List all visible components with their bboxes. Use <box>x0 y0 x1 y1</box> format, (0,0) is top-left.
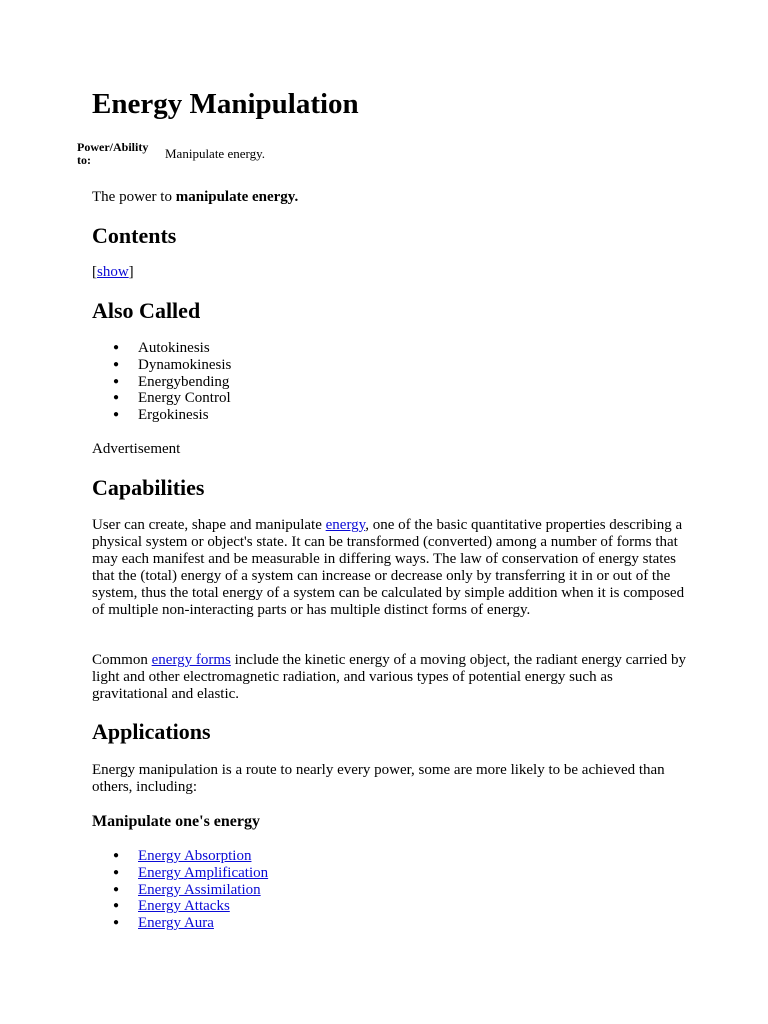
list-item-label: Energybending <box>138 373 230 390</box>
contents-heading: Contents <box>92 223 177 248</box>
infobox-value: Manipulate energy. <box>165 146 265 161</box>
intro-prefix: The power to <box>92 189 176 205</box>
list-item <box>92 848 268 865</box>
advertisement-label: Advertisement <box>92 441 181 457</box>
intro-paragraph <box>92 189 298 206</box>
energy-assimilation-link[interactable]: Energy Assimilation <box>138 881 261 898</box>
close-bracket: ] <box>128 264 134 280</box>
bullet-icon: ● <box>113 342 120 353</box>
bullet-icon: ● <box>113 392 120 404</box>
list-item <box>92 882 268 899</box>
list-item <box>92 357 231 374</box>
show-contents-link[interactable]: show <box>97 264 129 280</box>
infobox-label: Power/Ability to: <box>77 140 149 167</box>
capabilities-paragraph-2 <box>92 652 692 703</box>
bullet-icon: ● <box>113 358 120 370</box>
list-item-label: Autokinesis <box>138 340 210 356</box>
capabilities-paragraph-1 <box>92 517 692 619</box>
page-title: Energy Manipulation <box>92 88 359 120</box>
bullet-icon: ● <box>113 409 120 420</box>
energy-attacks-link[interactable]: Energy Attacks <box>138 898 230 915</box>
list-item-label: Energy Control <box>138 390 231 407</box>
list-item <box>92 390 231 407</box>
capabilities-heading: Capabilities <box>92 475 205 500</box>
energy-absorption-link[interactable]: Energy Absorption <box>138 848 252 864</box>
intro-bold: manipulate energy. <box>175 189 299 205</box>
applications-paragraph: Energy manipulation is a route to nearly every power, some are more likely to be achieved than others, including: <box>92 762 665 795</box>
contents-toggle <box>92 264 134 281</box>
list-item <box>92 898 268 915</box>
list-item-label: Ergokinesis <box>138 407 209 423</box>
energy-forms-link[interactable]: energy forms <box>151 652 231 668</box>
bullet-icon: ● <box>113 850 120 861</box>
capabilities-text-before: User can create, shape and manipulate <box>92 517 326 533</box>
energy-link[interactable]: energy <box>325 517 366 533</box>
list-item <box>92 865 268 882</box>
list-item <box>92 340 231 357</box>
applications-heading: Applications <box>92 719 211 744</box>
list-item <box>92 915 268 932</box>
energy-amplification-link[interactable]: Energy Amplification <box>138 864 269 881</box>
manipulate-own-energy-heading: Manipulate one's energy <box>92 813 260 830</box>
list-item <box>92 407 231 424</box>
list-item <box>92 374 231 391</box>
capabilities-text-after: , one of the basic quantitative properties describing a physical system or object's state. It can be transformed (converted) among a number of forms that may each manifest and be measurable in differing ways. The law of conservation of energy states that the (total) energy of a system can increase or decrease only by transferring it in or out of the system, thus the total energy of a system can be calculated by simple addition when it is composed of multiple non-interacting parts or has multiple distinct forms of energy. <box>92 517 685 618</box>
common-text-after: include the kinetic energy of a moving object, the radiant energy carried by light and other electromagnetic radiation, and various types of potential energy such as gravitational and elastic. <box>92 652 687 702</box>
open-bracket: [ <box>92 264 97 280</box>
bullet-icon: ● <box>113 917 120 928</box>
also-called-heading: Also Called <box>92 298 201 323</box>
bullet-icon: ● <box>113 900 120 912</box>
common-text-before: Common <box>92 652 152 668</box>
energy-aura-link[interactable]: Energy Aura <box>138 915 214 931</box>
also-called-list <box>92 340 231 424</box>
bullet-icon: ● <box>113 883 120 895</box>
bullet-icon: ● <box>113 375 120 387</box>
list-item-label: Dynamokinesis <box>138 356 232 373</box>
applications-link-list <box>92 848 268 932</box>
bullet-icon: ● <box>113 866 120 878</box>
